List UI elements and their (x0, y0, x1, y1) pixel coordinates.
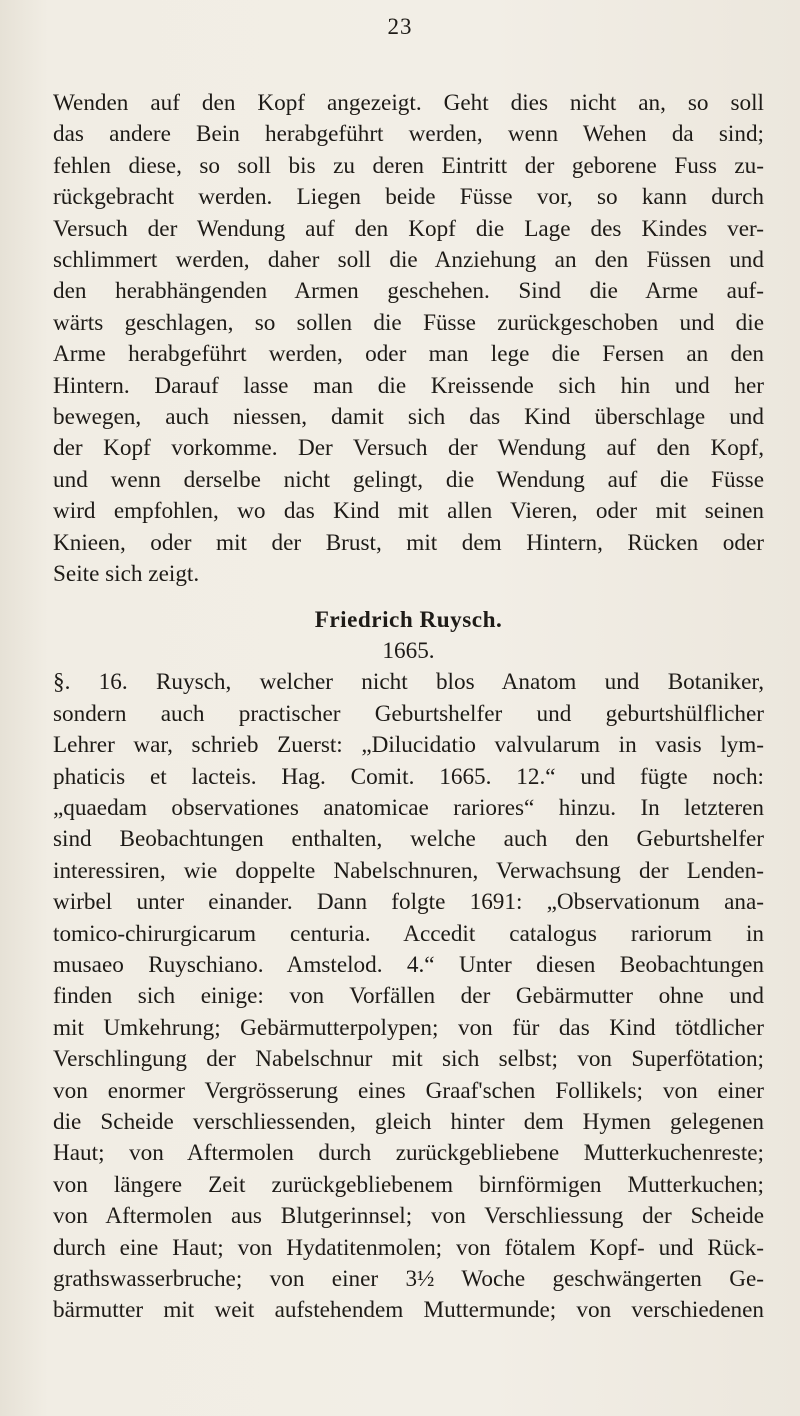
text-line: Haut; von Aftermolen durch zurückgebliebene Mutterkuchenreste; (53, 1140, 764, 1167)
text-line: der Kopf vorkomme. Der Versuch der Wendung auf den Kopf, (53, 435, 764, 462)
text-line: fehlen diese, so soll bis zu deren Eintritt der geborene Fuss zu- (53, 152, 764, 179)
text-line: finden sich einige: von Vorfällen der Gebärmutter ohne und (53, 983, 764, 1010)
text-line: Wenden auf den Kopf angezeigt. Geht dies nicht an, so soll (53, 90, 764, 116)
text-line: von enormer Vergrösserung eines Graaf'schen Follikels; von einer (53, 1077, 764, 1104)
text-line: §. 16. Ruysch, welcher nicht blos Anatom und Botaniker, (53, 669, 764, 696)
text-line: interessiren, wie doppelte Nabelschnuren, Verwachsung der Lenden- (53, 857, 764, 884)
paragraph-1 (53, 88, 764, 591)
text-line: bärmutter mit weit aufstehendem Muttermunde; von verschiedenen (53, 1297, 764, 1324)
text-line: wird empfohlen, wo das Kind mit allen Vieren, oder mit seinen (53, 498, 764, 525)
text-line: grathswasserbruche; von einer 3½ Woche geschwängerten Ge- (53, 1266, 764, 1293)
text-line: wärts geschlagen, so sollen die Füsse zurückgeschoben und die (53, 309, 764, 336)
text-line: rückgebracht werden. Liegen beide Füsse vor, so kann durch (53, 184, 764, 211)
text-line: durch eine Haut; von Hydatitenmolen; von fötalem Kopf- und Rück- (53, 1234, 764, 1261)
text-line: Arme herabgeführt werden, oder man lege die Fersen an den (53, 341, 764, 368)
section-heading: Friedrich Ruysch. (314, 606, 503, 633)
text-line: tomico-chirurgicarum centuria. Accedit catalogus rariorum in (53, 920, 764, 947)
text-line: Hintern. Darauf lasse man die Kreissende sich hin und her (53, 372, 764, 399)
text-line: das andere Bein herabgeführt werden, wenn Wehen da sind; (53, 121, 764, 148)
text-line: von Aftermolen aus Blutgerinnsel; von Verschliessung der Scheide (53, 1203, 764, 1230)
text-line: bewegen, auch niessen, damit sich das Kind überschlage und (53, 404, 764, 431)
text-line: „quaedam observationes anatomicae rariores“ hinzu. In letzteren (53, 794, 764, 821)
text-line: sind Beobachtungen enthalten, welche auch den Geburtshelfer (53, 826, 764, 853)
text-line: den herabhängenden Armen geschehen. Sind die Arme auf- (53, 278, 764, 305)
text-line: Knieen, oder mit der Brust, mit dem Hintern, Rücken oder (53, 529, 764, 556)
text-line: die Scheide verschliessenden, gleich hinter dem Hymen gelegenen (53, 1109, 764, 1135)
text-line: sondern auch practischer Geburtshelfer und geburtshülflicher (53, 700, 764, 727)
section-year: 1665. (382, 637, 435, 664)
text-line: von längere Zeit zurückgebliebenem birnförmigen Mutterkuchen; (53, 1171, 764, 1198)
text-line: Versuch der Wendung auf den Kopf die Lage des Kindes ver- (53, 215, 764, 242)
text-line: musaeo Ruyschiano. Amstelod. 4.“ Unter diesen Beobachtungen (53, 951, 764, 978)
text-line: phaticis et lacteis. Hag. Comit. 1665. 12.“ und fügte noch: (53, 763, 764, 790)
text-line: Lehrer war, schrieb Zuerst: „Dilucidatio valvularum in vasis lym- (53, 732, 764, 759)
page-number: 23 (387, 14, 413, 39)
paragraph-2 (53, 667, 764, 1327)
text-line: mit Umkehrung; Gebärmutterpolypen; von für das Kind tötdlicher (53, 1014, 764, 1041)
text-line: Verschlingung der Nabelschnur mit sich selbst; von Superfötation; (53, 1046, 764, 1073)
text-line: schlimmert werden, daher soll die Anziehung an den Füssen und (53, 247, 764, 274)
text-line: wirbel unter einander. Dann folgte 1691: „Observationum ana- (53, 889, 764, 916)
text-line: Seite sich zeigt. (53, 561, 200, 588)
text-line: und wenn derselbe nicht gelingt, die Wendung auf die Füsse (53, 466, 764, 493)
body-text (53, 88, 764, 1327)
